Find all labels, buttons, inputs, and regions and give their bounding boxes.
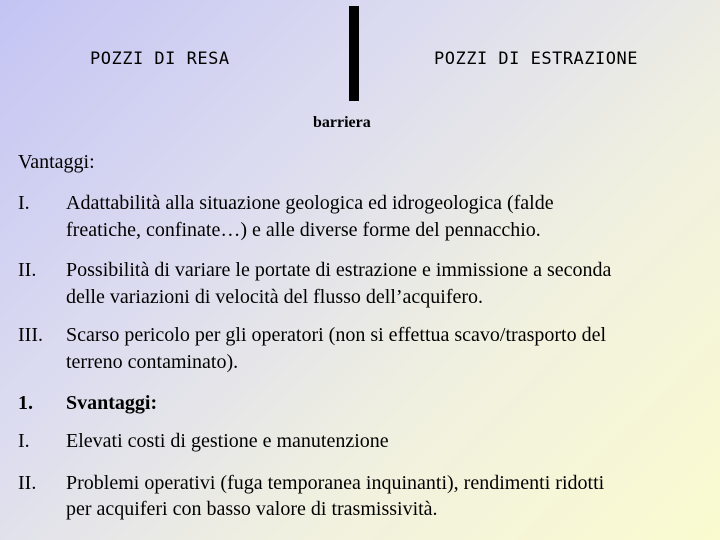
left-wells-label: POZZI DI RESA <box>90 49 230 69</box>
vantaggi-item-3-line-1: Scarso pericolo per gli operatori (non si effettua scavo/trasporto del <box>66 324 607 346</box>
vantaggi-item-2-line-2: delle variazioni di velocità del flusso dell’acquifero. <box>66 286 484 308</box>
vantaggi-item-3-line-2: terreno contaminato). <box>66 351 239 373</box>
svantaggi-item-1-line-1: Elevati costi di gestione e manutenzione <box>66 430 389 452</box>
svantaggi-num: 1. <box>18 392 33 414</box>
svantaggi-item-2-line-2: per acquiferi con basso valore di trasmissività. <box>66 498 438 520</box>
vantaggi-item-1-line-2: freatiche, confinate…) e alle diverse forme del pennacchio. <box>66 219 541 241</box>
vantaggi-item-3-num: III. <box>18 324 43 346</box>
right-wells-label: POZZI DI ESTRAZIONE <box>434 49 638 69</box>
vantaggi-item-2-line-1: Possibilità di variare le portate di estrazione e immissione a seconda <box>66 259 612 281</box>
svantaggi-item-1-num: I. <box>18 430 30 452</box>
barrier-label: barriera <box>313 114 371 131</box>
svantaggi-item-2-line-1: Problemi operativi (fuga temporanea inquinanti), rendimenti ridotti <box>66 472 605 494</box>
vantaggi-heading: Vantaggi: <box>18 151 95 173</box>
svantaggi-heading: Svantaggi: <box>66 392 158 414</box>
vantaggi-item-1-num: I. <box>18 192 30 214</box>
vantaggi-item-1-line-1: Adattabilità alla situazione geologica ed idrogeologica (falde <box>66 192 554 214</box>
vantaggi-item-2-num: II. <box>18 259 37 281</box>
barrier-bar <box>349 6 359 101</box>
svantaggi-item-2-num: II. <box>18 472 37 494</box>
